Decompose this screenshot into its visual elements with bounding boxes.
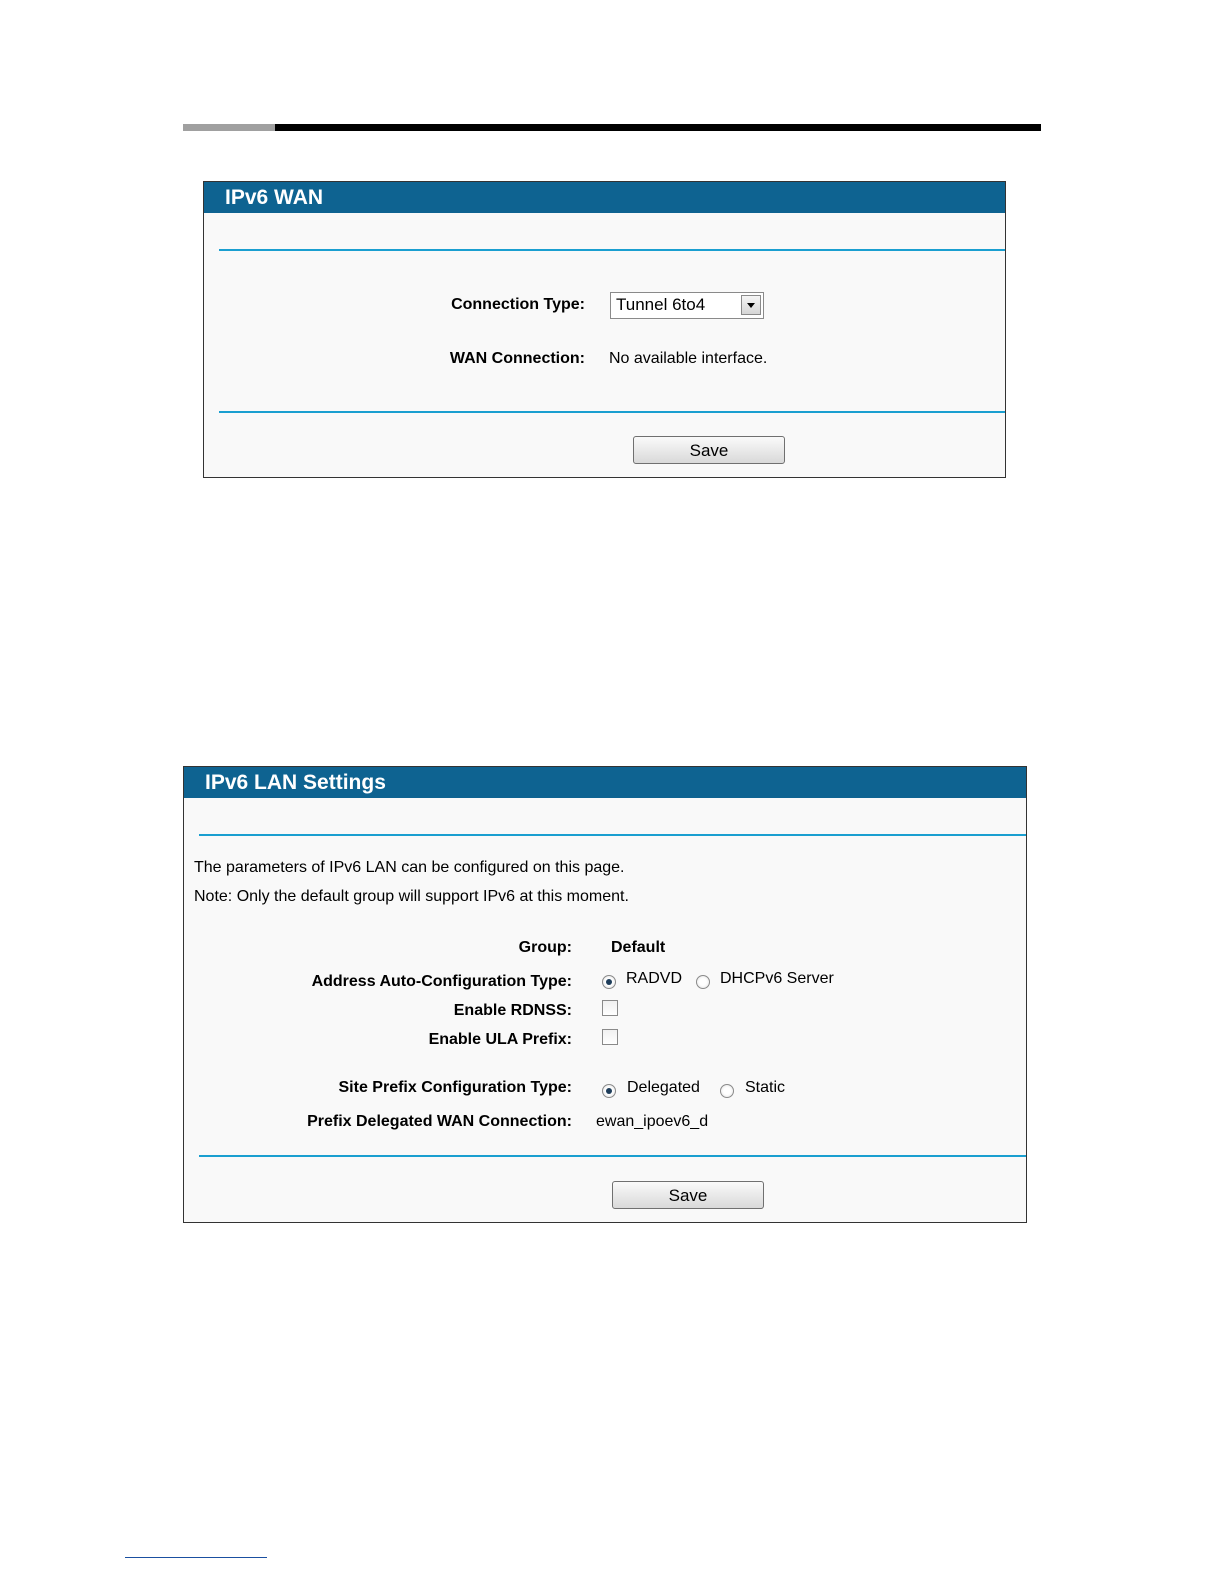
connection-type-label: Connection Type: (451, 296, 585, 313)
ipv6-lan-title: IPv6 LAN Settings (184, 767, 1026, 798)
auto-config-label: Address Auto-Configuration Type: (311, 973, 572, 990)
static-label: Static (745, 1079, 786, 1096)
prefix-wan-label: Prefix Delegated WAN Connection: (307, 1113, 572, 1130)
ipv6-lan-top-divider (199, 834, 1026, 836)
ipv6-wan-title: IPv6 WAN (204, 182, 1005, 213)
lan-note: Note: Only the default group will support IPv6 at this moment. (194, 888, 629, 905)
lan-description: The parameters of IPv6 LAN can be configured on this page. (194, 859, 625, 876)
ipv6-lan-bottom-divider (199, 1155, 1026, 1157)
static-radio[interactable] (720, 1084, 734, 1098)
delegated-radio[interactable] (602, 1084, 616, 1098)
site-prefix-label: Site Prefix Configuration Type: (338, 1079, 572, 1096)
radvd-radio[interactable] (602, 975, 616, 989)
radvd-label: RADVD (626, 970, 683, 987)
connection-type-select[interactable] (610, 292, 764, 319)
delegated-label: Delegated (627, 1079, 700, 1096)
chevron-down-icon[interactable] (741, 295, 761, 315)
ula-prefix-checkbox[interactable] (602, 1029, 618, 1045)
ipv6-wan-top-divider (219, 249, 1005, 251)
header-rule-black (275, 124, 1041, 131)
footer-rule (125, 1557, 267, 1558)
dhcpv6-server-radio[interactable] (696, 975, 710, 989)
dhcpv6-server-label: DHCPv6 Server (720, 970, 834, 987)
rdnss-label: Enable RDNSS: (453, 1002, 572, 1019)
wan-connection-value: No available interface. (609, 350, 768, 367)
ipv6-lan-panel (183, 766, 1027, 1223)
ula-prefix-label: Enable ULA Prefix: (428, 1031, 572, 1048)
header-rule-grey (183, 124, 275, 131)
prefix-wan-value: ewan_ipoev6_d (596, 1113, 709, 1130)
wan-connection-label: WAN Connection: (449, 350, 585, 367)
group-value: Default (611, 939, 666, 956)
rdnss-checkbox[interactable] (602, 1000, 618, 1016)
wan-save-button[interactable]: Save (633, 436, 785, 464)
group-label: Group: (518, 939, 572, 956)
ipv6-wan-panel (203, 181, 1006, 478)
ipv6-wan-bottom-divider (219, 411, 1005, 413)
lan-save-button[interactable]: Save (612, 1181, 764, 1209)
connection-type-value: Tunnel 6to4 (616, 295, 706, 314)
